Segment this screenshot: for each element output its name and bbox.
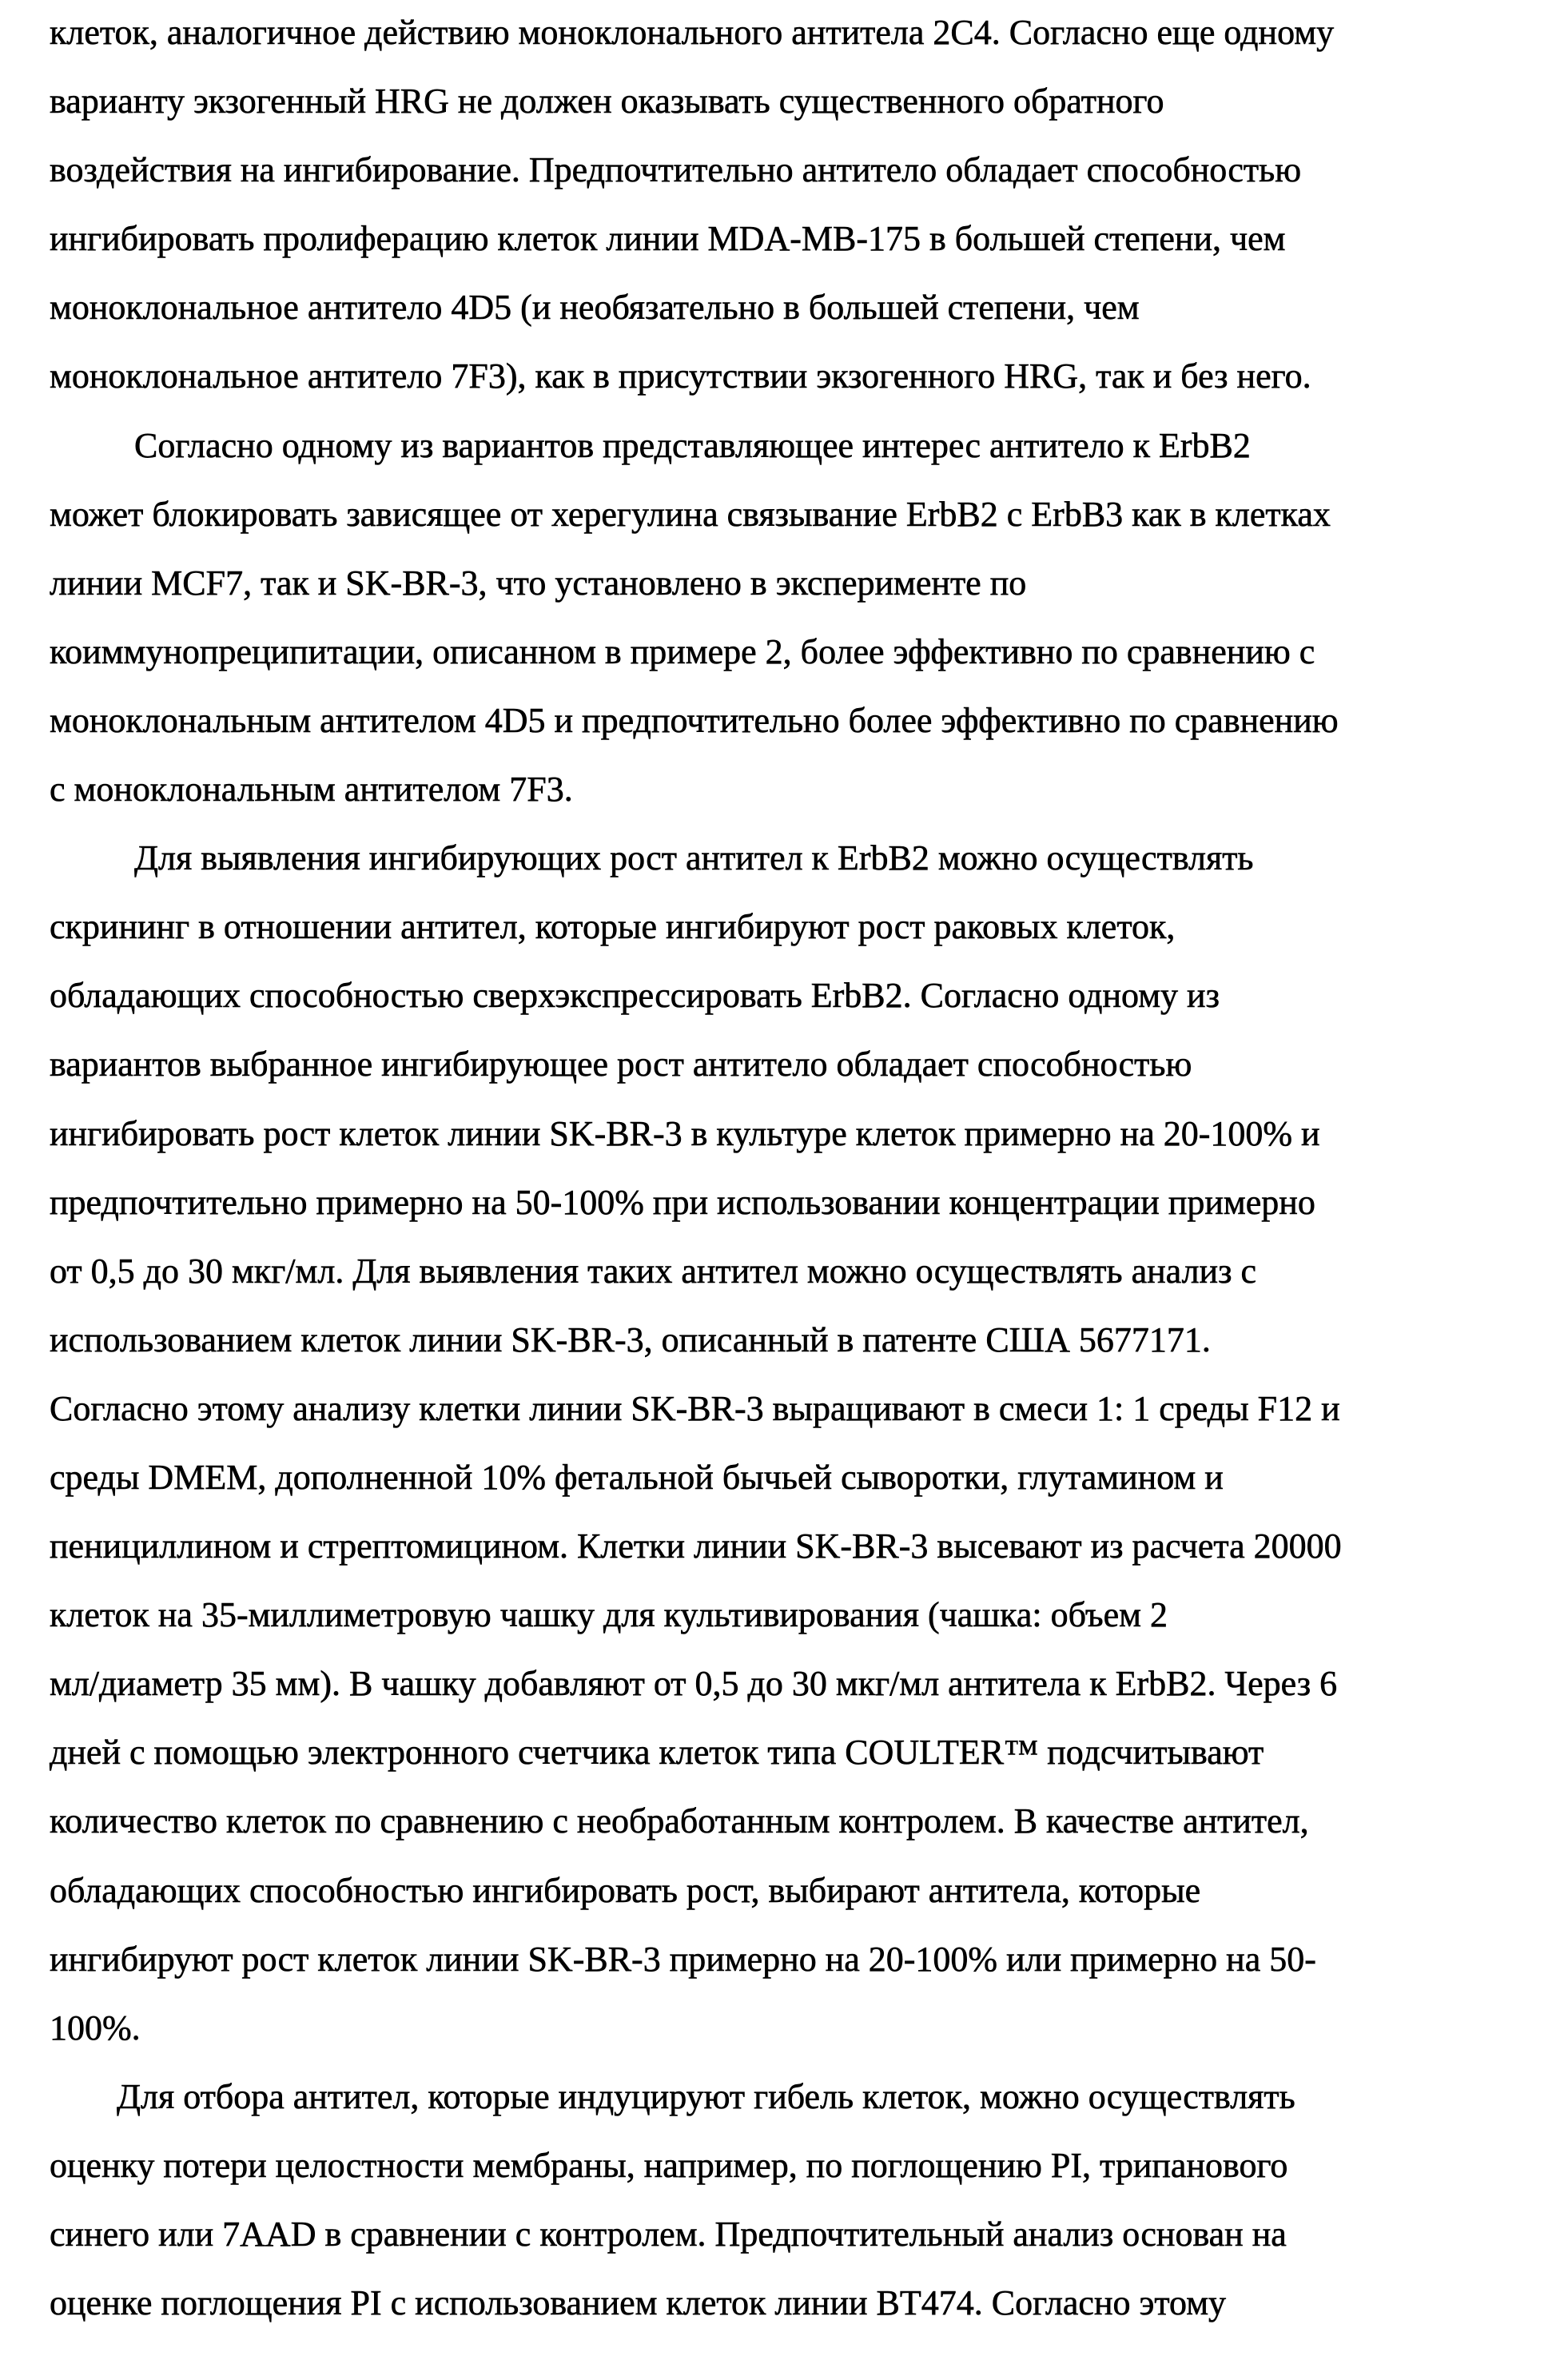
text-line: обладающих способностью сверхэкспрессировать ErbB2. Согласно одному из	[50, 961, 1544, 1030]
text-line: с моноклональным антителом 7F3.	[50, 755, 1544, 824]
paragraph	[50, 0, 1544, 412]
text-line: среды DMEM, дополненной 10% фетальной бычьей сыворотки, глутамином и	[50, 1443, 1544, 1512]
document-page	[50, 0, 1544, 2338]
text-line: мл/диаметр 35 мм). В чашку добавляют от 0,5 до 30 мкг/мл антитела к ErbB2. Через 6	[50, 1650, 1544, 1718]
text-line: воздействия на ингибирование. Предпочтительно антитело обладает способностью	[50, 136, 1544, 205]
text-line: может блокировать зависящее от херегулина связывание ErbB2 с ErbB3 как в клетках	[50, 480, 1544, 549]
text-line: моноклональным антителом 4D5 и предпочтительно более эффективно по сравнению	[50, 687, 1544, 755]
paragraph	[50, 824, 1544, 2063]
text-line: Согласно этому анализу клетки линии SK-BR-3 выращивают в смеси 1: 1 среды F12 и	[50, 1375, 1544, 1443]
paragraph	[50, 412, 1544, 825]
text-line: обладающих способностью ингибировать рост, выбирают антитела, которые	[50, 1857, 1544, 1925]
text-line: пенициллином и стрептомицином. Клетки линии SK-BR-3 высевают из расчета 20000	[50, 1512, 1544, 1581]
text-line: 100%.	[50, 1994, 1544, 2063]
text-line: ингибировать пролиферацию клеток линии MDA-MB-175 в большей степени, чем	[50, 205, 1544, 273]
text-line: ингибировать рост клеток линии SK-BR-3 в культуре клеток примерно на 20-100% и	[50, 1100, 1544, 1168]
text-line: вариантов выбранное ингибирующее рост антитело обладает способностью	[50, 1030, 1544, 1099]
text-line: оценку потери целостности мембраны, например, по поглощению PI, трипанового	[50, 2131, 1544, 2200]
text-line: от 0,5 до 30 мкг/мл. Для выявления таких антител можно осуществлять анализ с	[50, 1237, 1544, 1306]
text-line: Согласно одному из вариантов представляющее интерес антитело к ErbB2	[50, 412, 1544, 480]
text-line: моноклональное антитело 4D5 (и необязательно в большей степени, чем	[50, 273, 1544, 342]
text-line: коиммунопреципитации, описанном в примере 2, более эффективно по сравнению с	[50, 618, 1544, 687]
text-line: использованием клеток линии SK-BR-3, описанный в патенте США 5677171.	[50, 1306, 1544, 1375]
text-line: Для выявления ингибирующих рост антител к ErbB2 можно осуществлять	[50, 824, 1544, 893]
text-line: клеток, аналогичное действию моноклонального антитела 2C4. Согласно еще одному	[50, 0, 1544, 67]
text-line: синего или 7AAD в сравнении с контролем. Предпочтительный анализ основан на	[50, 2200, 1544, 2269]
text-line: ингибируют рост клеток линии SK-BR-3 примерно на 20-100% или примерно на 50-	[50, 1925, 1544, 1994]
text-line: скрининг в отношении антител, которые ингибируют рост раковых клеток,	[50, 893, 1544, 961]
text-line: дней с помощью электронного счетчика клеток типа COULTER™ подсчитывают	[50, 1718, 1544, 1787]
text-line: варианту экзогенный HRG не должен оказывать существенного обратного	[50, 67, 1544, 136]
text-line: предпочтительно примерно на 50-100% при использовании концентрации примерно	[50, 1168, 1544, 1237]
text-line: количество клеток по сравнению с необработанным контролем. В качестве антител,	[50, 1787, 1544, 1856]
text-line: линии MCF7, так и SK-BR-3, что установлено в эксперименте по	[50, 549, 1544, 618]
text-line: оценке поглощения PI с использованием клеток линии BT474. Согласно этому	[50, 2269, 1544, 2338]
text-line: моноклональное антитело 7F3), как в присутствии экзогенного HRG, так и без него.	[50, 342, 1544, 411]
paragraph	[50, 2063, 1544, 2338]
text-line: Для отбора антител, которые индуцируют гибель клеток, можно осуществлять	[50, 2063, 1544, 2131]
text-line: клеток на 35-миллиметровую чашку для культивирования (чашка: объем 2	[50, 1581, 1544, 1650]
